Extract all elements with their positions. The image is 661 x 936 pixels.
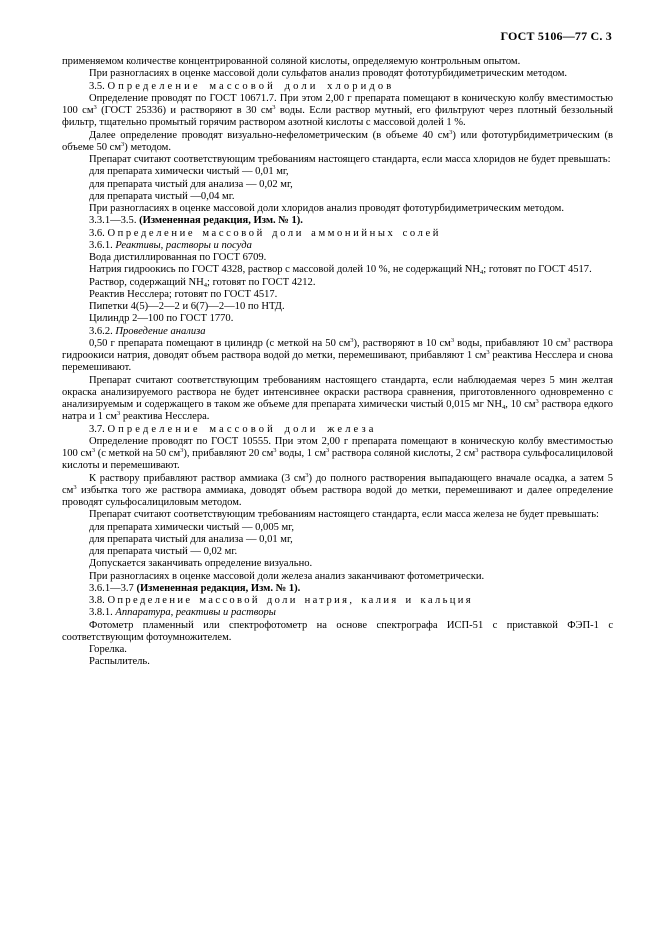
list-item: для препарата чистый — 0,02 мг.	[89, 546, 238, 557]
paragraph: Определение проводят по ГОСТ 10555. При этом 2,00 г препарата помещают в коническую колбу вместимостью 100 $см^3$ (с меткой на 50 $см^3$), прибавляют 20 $см^3$ воды, 1 $см^3$ раствора соляной кислоты, 2 $см^3$ раствора сульфосалициловой кислоты и перемешивают.	[62, 435, 613, 472]
paragraph: Допускается заканчивать определение визуально.	[89, 558, 313, 570]
paragraph: Пипетки 4(5)—2—2 и 6(7)—2—10 по НТД.	[89, 301, 285, 312]
list-item: для препарата чистый для анализа — 0,02 мг,	[89, 178, 293, 190]
list-item: для препарата химически чистый — 0,005 мг,	[89, 521, 294, 533]
paragraph: Препарат считают соответствующим требованиям настоящего стандарта, если масса хлоридов не будет превышать:	[89, 154, 611, 165]
section-heading-3-5: 3.5. Определение массовой доли хлоридов	[89, 80, 395, 92]
paragraph: При разногласиях в оценке массовой доли хлоридов анализ проводят фототурбидиметрическим методом.	[89, 203, 564, 214]
paragraph: Реактив Несслера; готовят по ГОСТ 4517.	[89, 288, 278, 300]
edition-note: 3.3.1—3.5. (Измененная редакция, Изм. № 1).	[89, 215, 303, 227]
subsection-heading-3-6-2: 3.6.2. Проведение анализа	[89, 325, 206, 337]
section-heading-3-6: 3.6. Определение массовой доли аммонийных солей	[89, 227, 442, 239]
paragraph: Вода дистиллированная по ГОСТ 6709.	[89, 252, 267, 263]
paragraph: Препарат считают соответствующим требованиям настоящего стандарта, если масса железа не будет превышать:	[89, 509, 599, 521]
subsection-heading-3-8-1: 3.8.1. Аппаратура, реактивы и растворы	[89, 607, 276, 619]
paragraph: При разногласиях в оценке массовой доли сульфатов анализ проводят фототурбидиметрическим методом.	[89, 68, 568, 80]
paragraph: Распылитель.	[89, 656, 150, 668]
paragraph: Горелка.	[89, 644, 127, 655]
paragraph: Определение проводят по ГОСТ 10671.7. При этом 2,00 г препарата помещают в коническую колбу вместимостью 100 $см^3$ (ГОСТ 25336) и растворяют в 30 $см^3$ воды. Если раствор мутный, его фильтруют через плотный беззольный фильтр, тщательно промытый горячим раствором азотной кислоты с массовой долей 1 %.	[62, 92, 614, 129]
paragraph: Раствор, содержащий $NH_4$; готовят по ГОСТ 4212.	[89, 276, 316, 289]
paragraph: 0,50 г препарата помещают в цилиндр (с меткой на 50 $см^3$), растворяют в 10 $см^3$ воды, прибавляют 10 $см^3$ раствора гидроокиси натрия, доводят объем раствора водой до метки, перемешивают, прибавляют 1 $см^3$ реактива Несслера и снова перемешивают.	[62, 336, 613, 374]
edition-note: 3.6.1—3.7 (Измененная редакция, Изм. № 1).	[89, 582, 301, 594]
page-header: ГОСТ 5106—77 С. 3	[500, 29, 612, 43]
subsection-heading-3-6-1: 3.6.1. Реактивы, растворы и посуда	[89, 239, 252, 251]
list-item: для препарата чистый для анализа — 0,01 мг,	[89, 533, 293, 545]
paragraph: Натрия гидроокись по ГОСТ 4328, раствор с массовой долей 10 %, не содержащий $NH_4$; готовят по ГОСТ 4517.	[89, 264, 592, 277]
paragraph: Препарат считают соответствующим требованиям настоящего стандарта, если наблюдаемая через 5 мин желтая окраска анализируемого раствора не будет интенсивнее окраски раствора сравнения, приготовленного одновременно с анализируемым и содержащего в таком же объеме для препарата химически чистый 0,015 мг $NH_4$, 10 $см^3$ раствора едкого натра и 1 $см^3$ реактива Несслера.	[62, 374, 614, 423]
paragraph: При разногласиях в оценке массовой доли железа анализ заканчивают фотометрически.	[89, 570, 485, 582]
paragraph: применяемом количестве концентрированной соляной кислоты, определяемую контрольным опытом.	[62, 56, 521, 67]
paragraph: Фотометр пламенный или спектрофотометр на основе спектрографа ИСП-51 с приставкой ФЭП-1 с соответствующим фотоумножителем.	[62, 619, 613, 643]
document-body	[62, 56, 613, 669]
list-item: для препарата чистый —0,04 мг.	[89, 190, 235, 202]
list-item: для препарата химически чистый — 0,01 мг,	[89, 166, 289, 178]
paragraph: К раствору прибавляют раствор аммиака (3 $см^3$) до полного растворения выпадающего вначале осадка, а затем 5 $см^3$ избытка того же раствора аммиака, доводят объем раствора водой до метки, перемешивают и далее определение проводят сульфосалициловым методом.	[62, 471, 613, 508]
section-heading-3-7: 3.7. Определение массовой доли железа	[89, 423, 377, 435]
paragraph: Далее определение проводят визуально-нефелометрическим (в объеме 40 $см^3$) или фототурбидиметрическим (в объеме 50 $см^3$) методом.	[62, 128, 613, 153]
paragraph: Цилиндр 2—100 по ГОСТ 1770.	[89, 313, 234, 325]
section-heading-3-8: 3.8. Определение массовой доли натрия, калия и кальция	[89, 595, 473, 606]
